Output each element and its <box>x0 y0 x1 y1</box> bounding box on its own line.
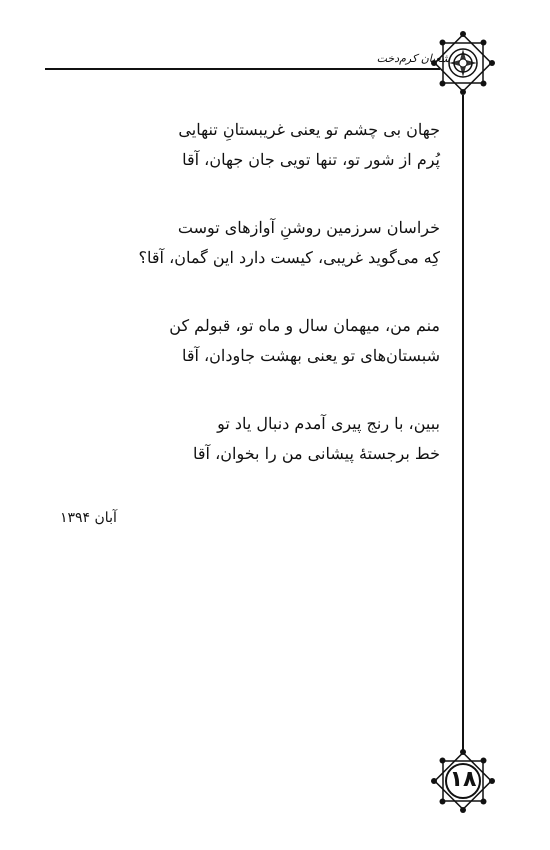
poem-line: جهان بی چشم تو یعنی غریبستانِ تنهایی <box>178 120 440 139</box>
poem-line: منم من، میهمان سال و ماه تو، قبولم کن <box>169 316 440 335</box>
stanza <box>120 213 440 273</box>
poem-line: کِه می‌گوید غریبی، کیست دارد این گمان، آقا؟ <box>138 248 440 267</box>
poem-line: پُرم از شور تو، تنها تویی جان جهان، آقا <box>182 150 440 169</box>
page-number: ۱۸ <box>449 767 477 792</box>
poem-line: شبستان‌های تو یعنی بهشت جاودان، آقا <box>181 346 440 365</box>
poem-date: آبان ۱۳۹۴ <box>60 510 117 526</box>
stanza <box>120 311 440 371</box>
poem-line: خط برجستهٔ پیشانی من را بخوان، آقا <box>193 444 440 463</box>
poem <box>120 115 440 507</box>
margin-rule <box>462 95 464 750</box>
poem-line: خراسان سرزمین روشنِ آوازهای توست <box>177 218 440 237</box>
stanza <box>120 409 440 469</box>
stanza <box>120 115 440 175</box>
header-author-title: شعبان کرم‌دخت <box>376 52 450 65</box>
poem-line: ببین، با رنج پیری آمدم دنبال یاد تو <box>217 414 440 433</box>
header-rule <box>45 68 440 70</box>
